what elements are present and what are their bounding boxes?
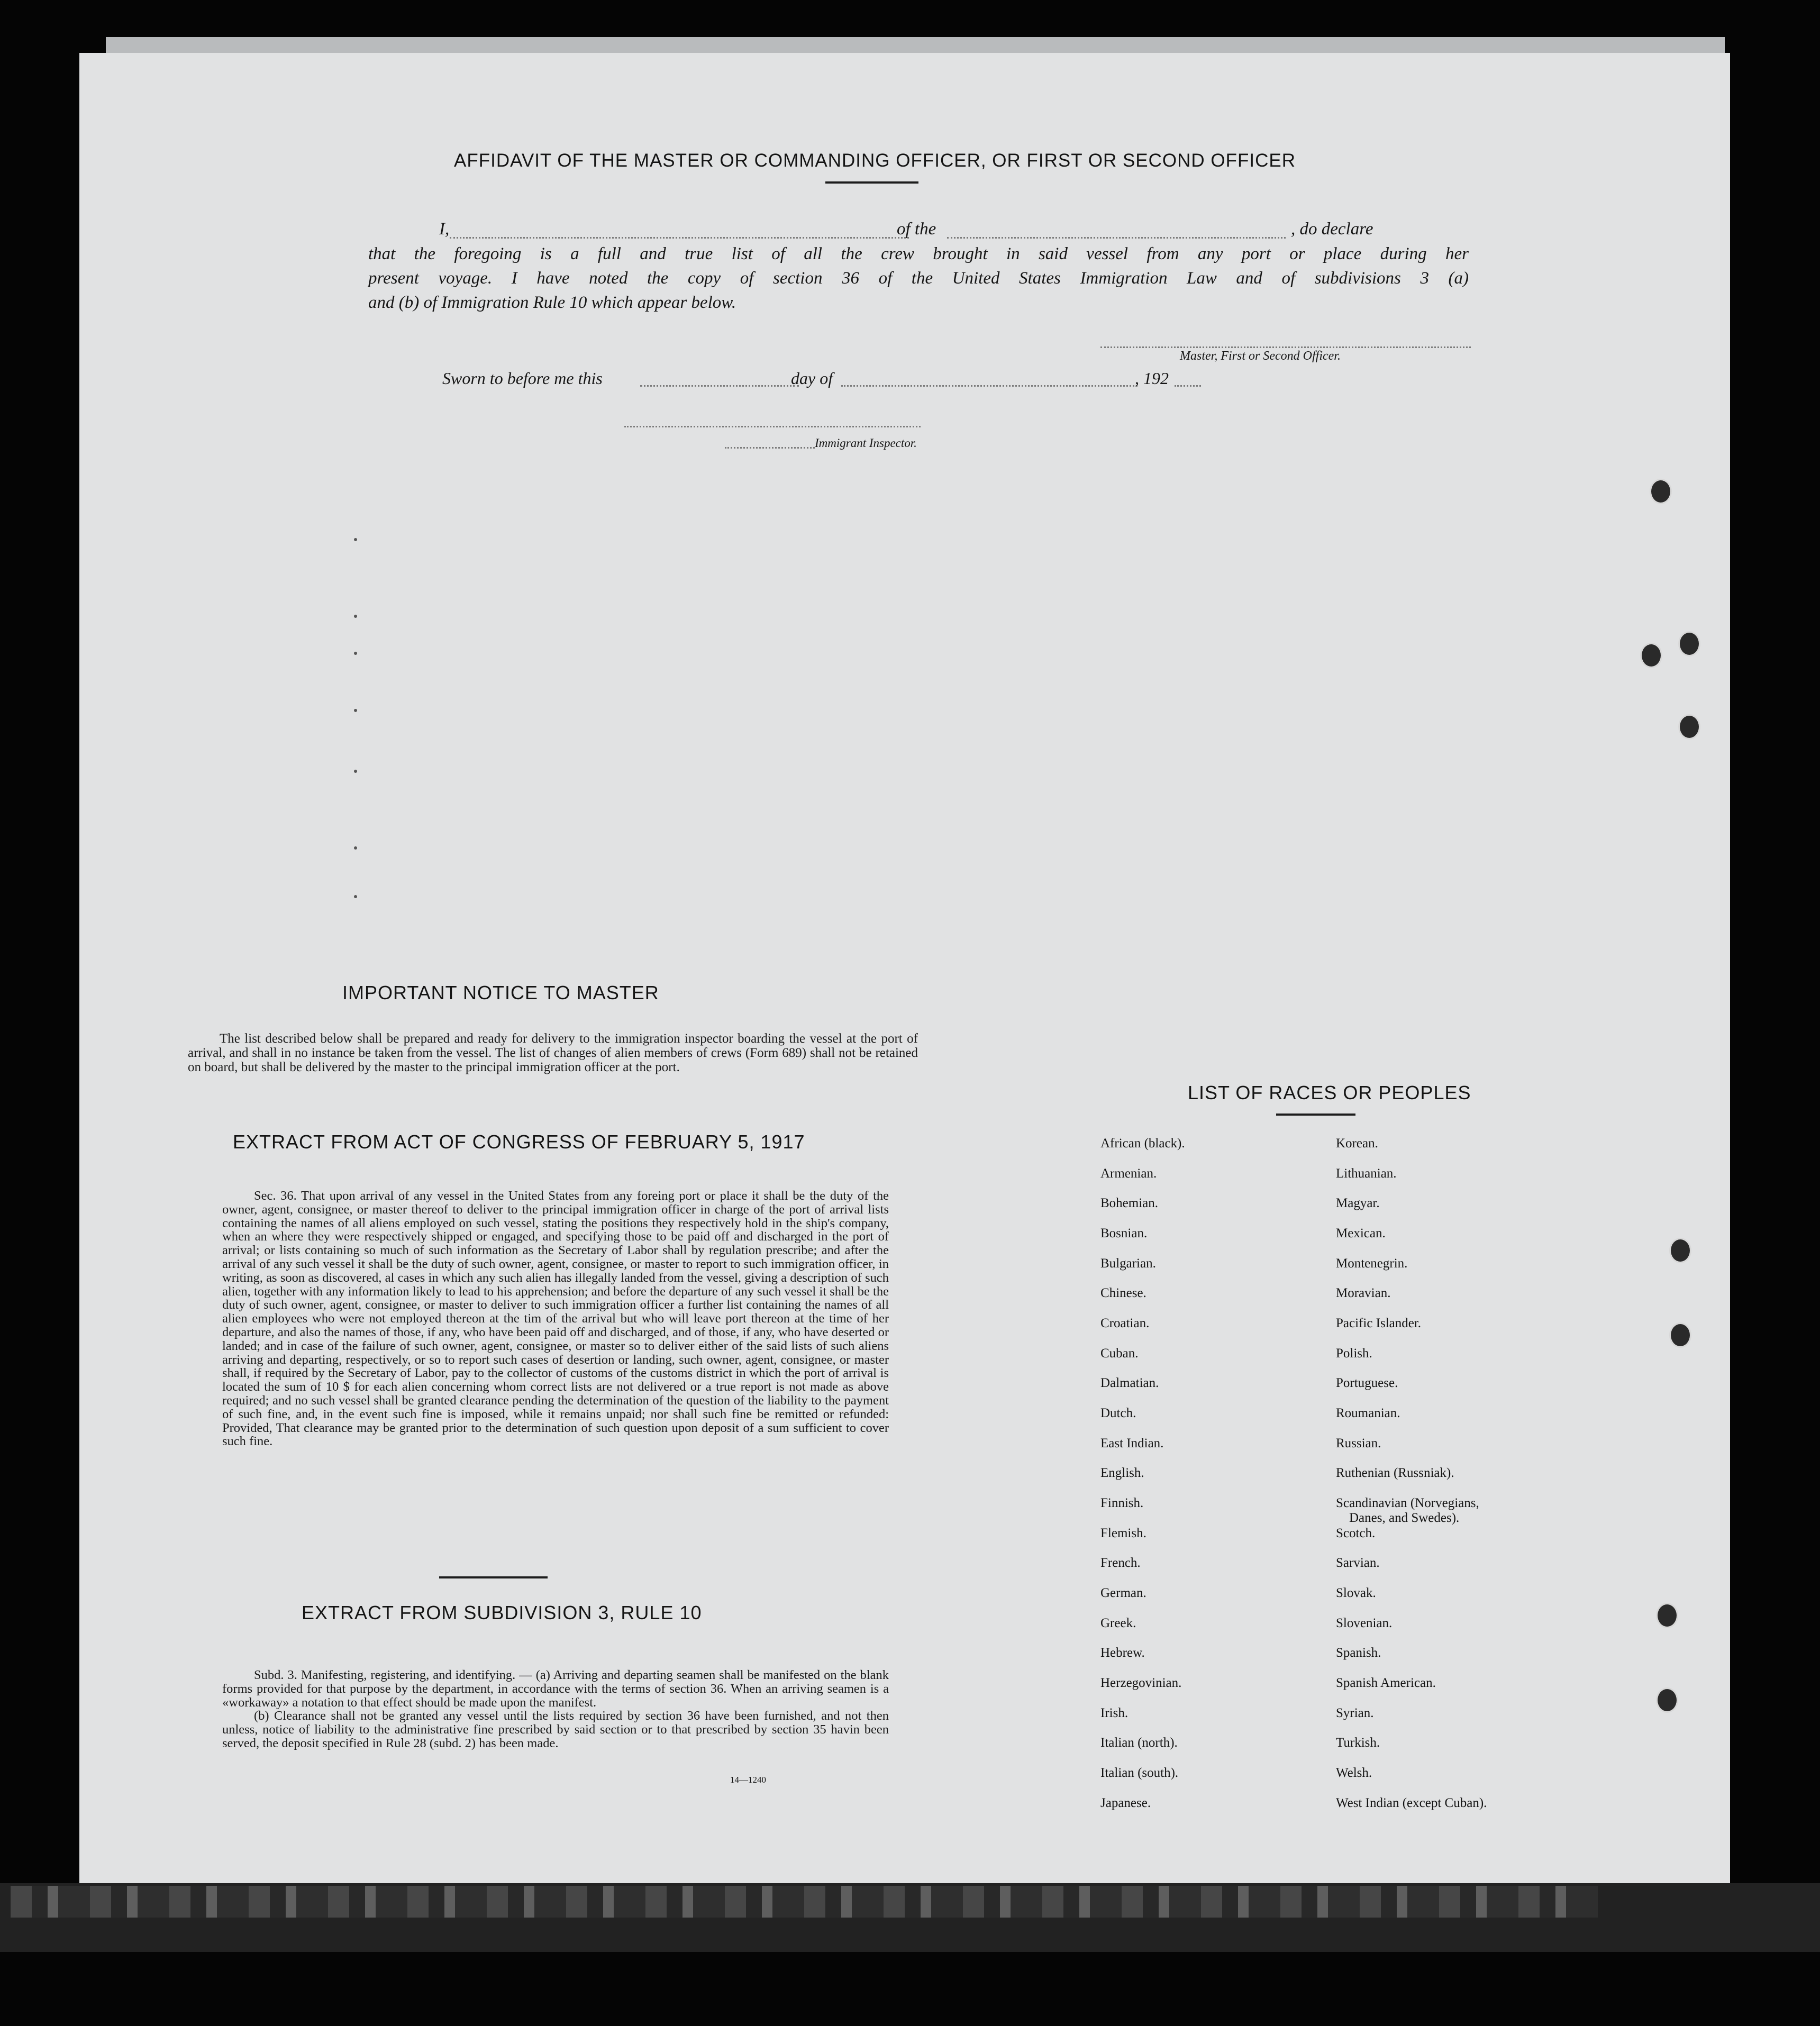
race-item: Dutch.: [1100, 1406, 1136, 1420]
sworn-month-line: [841, 385, 1138, 387]
race-item: Roumanian.: [1336, 1406, 1400, 1420]
inspector-signature-line: [624, 426, 921, 427]
sworn-day-line: [640, 385, 799, 387]
day-of-label: day of: [791, 369, 833, 388]
race-item: Russian.: [1336, 1436, 1381, 1450]
extract-act-text: [222, 1189, 889, 1448]
race-item: Portuguese.: [1336, 1376, 1398, 1390]
master-name-line: [450, 237, 909, 239]
signature-caption: Master, First or Second Officer.: [1180, 349, 1341, 363]
margin-dot: [354, 615, 357, 618]
race-item: Polish.: [1336, 1346, 1372, 1361]
race-item: Armenian.: [1100, 1166, 1157, 1181]
race-item: Bosnian.: [1100, 1226, 1148, 1240]
race-item: Montenegrin.: [1336, 1256, 1408, 1271]
extract-act-rule: [439, 1576, 548, 1578]
race-item: English.: [1100, 1466, 1144, 1480]
extract-rule-text: [222, 1668, 889, 1750]
race-item: Hebrew.: [1100, 1646, 1145, 1660]
punch-hole: [1650, 479, 1672, 504]
race-item: Cuban.: [1100, 1346, 1139, 1361]
year-label: , 192: [1135, 369, 1169, 388]
race-item: Turkish.: [1336, 1736, 1380, 1750]
race-item: Mexican.: [1336, 1226, 1386, 1240]
race-item: Pacific Islander.: [1336, 1316, 1422, 1330]
race-item: Greek.: [1100, 1616, 1136, 1630]
race-item: Flemish.: [1100, 1526, 1146, 1540]
document-page: [79, 53, 1730, 1883]
margin-dot: [354, 538, 357, 541]
notice-title: IMPORTANT NOTICE TO MASTER: [342, 982, 659, 1003]
section-36-paragraph: Sec. 36. That upon arrival of any vessel in the United States from any foreing port or place it shall be the duty of the owner, agent, consignee, or master thereof to deliver to the principal immigration officer in charge of the port of arrival lists containing the names of all aliens employed on such vessel, stating the positions they respectively hold in the ship's company, when an where they were respectively shipped or engaged, and specifying those to be paid off and discharged in the port of arrival; or lists containing so much of such information as the Secretary of Labor shall by regulation prescribe; and after the arrival of any such vessel it shall be the duty of such owner, agent, consignee, or master to report to such immigration officer, in writing, as soon as discovered, al cases in which any such alien has illegally landed from the vessel, giving a description of such alien, together with any information likely to lead to his apprehension; and before the departure of any such vessel it shall be the duty of such owner, agent, consignee, or master to deliver to such immigration officer a further list containing the names of all alien employees who were not employed thereon at the tim of the arrival but who will leave port thereon at the time of her departure, and also the names of those, if any, who have been paid off and discharged, and of those, if any, who have deserted or landed; and in case of the failure of such owner, agent, consignee, or master so to deliver either of the said lists of such aliens arriving and departing, respectively, or so to report such cases of desertion or landing, such owner, agent, consignee, or master shall, if required by the Secretary of Labor, pay to the collector of customs of the customs district in which the port of arrival is located the sum of 10 $ for each alien concerning whom correct lists are not delivered or a true report is not made as above required; and no such vessel shall be granted clearance pending the determination of the question of the liability to the payment of such fine, and, in the event such fine is imposed, while it remains unpaid; nor shall such fine be remitted or refunded: Provided, That clearance may be granted prior to the determination of such question upon deposit of a sum sufficient to cover such fine.: [222, 1189, 889, 1449]
race-item: Bulgarian.: [1100, 1256, 1156, 1271]
punch-hole: [1640, 643, 1662, 668]
affidavit-line-4: and (b) of Immigration Rule 10 which appear below.: [368, 293, 736, 312]
race-item: Italian (south).: [1100, 1766, 1179, 1780]
affidavit-do-declare: , do declare: [1291, 220, 1373, 239]
race-item: Sarvian.: [1336, 1556, 1380, 1570]
race-item: Slovenian.: [1336, 1616, 1393, 1630]
affidavit-line-3: present voyage. I have noted the copy of section 36 of the United States Immigration Law and of subdivisions 3 (a): [368, 269, 1469, 288]
extract-act-title: EXTRACT FROM ACT OF CONGRESS OF FEBRUARY 5, 1917: [233, 1131, 805, 1153]
race-item: Bohemian.: [1100, 1196, 1159, 1210]
margin-dot: [354, 652, 357, 655]
punch-hole: [1678, 631, 1700, 656]
affidavit-title: AFFIDAVIT OF THE MASTER OR COMMANDING OFFICER, OR FIRST OR SECOND OFFICER: [454, 150, 1296, 171]
race-item: East Indian.: [1100, 1436, 1164, 1450]
notice-paragraph: The list described below shall be prepared and ready for delivery to the immigration inspector boarding the vessel at the port of arrival, and shall in no instance be taken from the vessel. The list of changes of alien members of crews (Form 689) shall not be retained on board, but shall be delivered by the master to the principal immigration officer at the port.: [188, 1032, 918, 1074]
margin-dot: [354, 770, 357, 773]
race-item: Japanese.: [1100, 1796, 1151, 1810]
race-item: Scotch.: [1336, 1526, 1376, 1540]
race-item: Welsh.: [1336, 1766, 1372, 1780]
race-item: Chinese.: [1100, 1286, 1146, 1300]
affidavit-title-rule: [825, 181, 918, 184]
signature-line: [1100, 346, 1471, 348]
vessel-name-line: [947, 237, 1286, 239]
race-item: Spanish.: [1336, 1646, 1381, 1660]
race-item: Moravian.: [1336, 1286, 1391, 1300]
year-line: [1175, 385, 1201, 387]
race-item: Spanish American.: [1336, 1676, 1436, 1690]
affidavit-of-the-label: of the: [897, 220, 936, 239]
race-item: African (black).: [1100, 1136, 1185, 1151]
race-item: Dalmatian.: [1100, 1376, 1159, 1390]
punch-hole: [1669, 1322, 1691, 1348]
punch-hole: [1656, 1687, 1678, 1713]
subdivision-b-paragraph: (b) Clearance shall not be granted any vessel until the lists required by section 36 have been furnished, and not then unless, notice of liability to the administrative fine prescribed by said section or to that prescribed by section 35 havin been served, the deposit specified in Rule 28 (subd. 2) has been made.: [222, 1709, 889, 1750]
race-item: Syrian.: [1336, 1706, 1374, 1720]
subdivision-a-paragraph: Subd. 3. Manifesting, registering, and identifying. — (a) Arriving and departing seamen shall be manifested on the blank forms provided for that purpose by the department, in accordance with the terms of section 36. When an arriving seamen is a «workaway» a notation to that effect should be made upon the manifest.: [222, 1668, 889, 1710]
races-title: LIST OF RACES OR PEOPLES: [1188, 1082, 1471, 1103]
punch-hole: [1669, 1238, 1691, 1263]
margin-dot: [354, 846, 357, 850]
affidavit-i-label: I,: [439, 220, 450, 239]
inspector-caption-line: [725, 447, 815, 449]
race-item: Lithuanian.: [1336, 1166, 1397, 1181]
race-item: German.: [1100, 1586, 1146, 1600]
race-item: Magyar.: [1336, 1196, 1380, 1210]
race-item: Korean.: [1336, 1136, 1378, 1151]
margin-dot: [354, 709, 357, 712]
torn-page-edge: [11, 1886, 1598, 1918]
races-title-rule: [1276, 1114, 1355, 1116]
race-item: Finnish.: [1100, 1496, 1144, 1510]
race-item: Croatian.: [1100, 1316, 1150, 1330]
race-item: Herzegovinian.: [1100, 1676, 1182, 1690]
race-item: Italian (north).: [1100, 1736, 1178, 1750]
race-item: French.: [1100, 1556, 1141, 1570]
affidavit-line-2: that the foregoing is a full and true list of all the crew brought in said vessel from any port or place during her: [368, 244, 1469, 263]
race-item: Danes, and Swedes).: [1349, 1511, 1460, 1525]
sworn-label: Sworn to before me this: [442, 369, 603, 388]
extract-rule-title: EXTRACT FROM SUBDIVISION 3, RULE 10: [302, 1602, 702, 1623]
margin-dot: [354, 895, 357, 898]
punch-hole: [1656, 1603, 1678, 1628]
notice-text: [188, 1032, 918, 1074]
race-item: Ruthenian (Russniak).: [1336, 1466, 1454, 1480]
race-item: Irish.: [1100, 1706, 1129, 1720]
race-item: Scandinavian (Norvegians,: [1336, 1496, 1479, 1510]
race-item: West Indian (except Cuban).: [1336, 1796, 1487, 1810]
race-item: Slovak.: [1336, 1586, 1376, 1600]
inspector-caption: Immigrant Inspector.: [815, 436, 917, 450]
punch-hole: [1678, 714, 1700, 740]
form-number: 14—1240: [730, 1775, 766, 1785]
